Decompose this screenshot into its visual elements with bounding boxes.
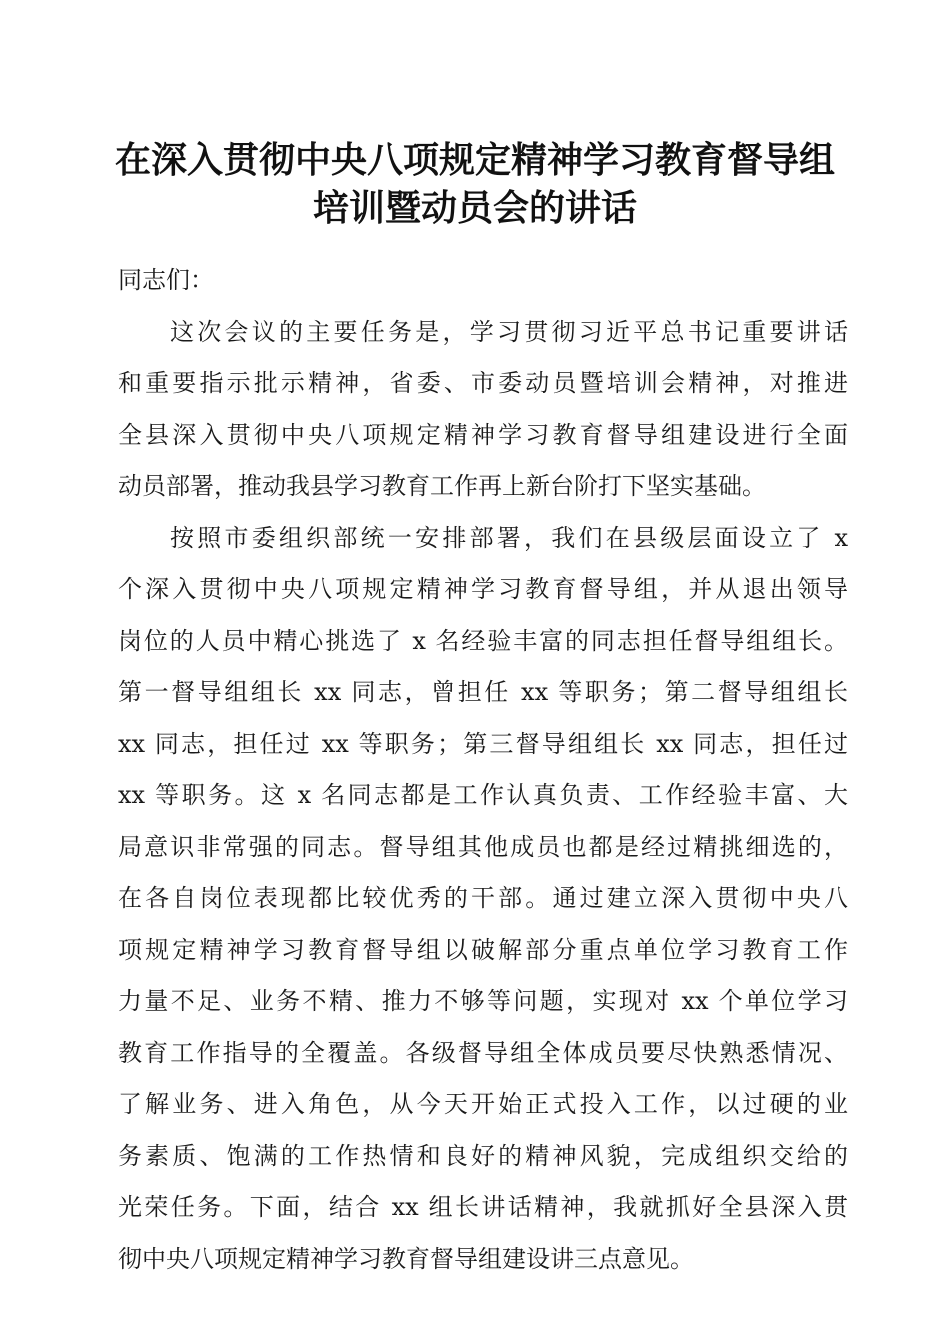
paragraph-2-line: 彻中央八项规定精神学习教育督导组建设讲三点意见。: [118, 1244, 694, 1273]
paragraph-2-line: 岗位的人员中精心挑选了 x 名经验丰富的同志担任督导组组长。: [118, 626, 848, 655]
paragraph-1-line: 这次会议的主要任务是，学习贯彻习近平总书记重要讲话: [170, 317, 848, 346]
salutation: 同志们：: [118, 266, 214, 294]
paragraph-2-line: 教育工作指导的全覆盖。各级督导组全体成员要尽快熟悉情况、: [118, 1038, 848, 1067]
paragraph-1-line: 和重要指示批示精神，省委、市委动员暨培训会精神，对推进: [118, 369, 848, 397]
paragraph-2-line: xx 等职务。这 x 名同志都是工作认真负责、工作经验丰富、大: [118, 781, 848, 809]
paragraph-2-line: 光荣任务。下面，结合 xx 组长讲话精神，我就抓好全县深入贯: [118, 1193, 848, 1221]
document-title-line-2: 培训暨动员会的讲话: [312, 187, 637, 229]
paragraph-2-line: 了解业务、进入角色，从今天开始正式投入工作，以过硬的业: [118, 1090, 848, 1118]
document-body: [118, 255, 848, 1285]
paragraph-1-line: 全县深入贯彻中央八项规定精神学习教育督导组建设进行全面: [118, 420, 848, 449]
paragraph-2-line: 务素质、饱满的工作热情和良好的精神风貌，完成组织交给的: [118, 1141, 848, 1170]
paragraph-2-line: 局意识非常强的同志。督导组其他成员也都是经过精挑细选的，: [118, 832, 848, 861]
paragraph-2-line: 在各自岗位表现都比较优秀的干部。通过建立深入贯彻中央八: [118, 884, 848, 912]
paragraph-1-line: 动员部署，推动我县学习教育工作再上新台阶打下坚实基础。: [118, 472, 766, 500]
paragraph-2-line: 个深入贯彻中央八项规定精神学习教育督导组，并从退出领导: [118, 575, 848, 603]
paragraph-2-line: 第一督导组组长 xx 同志，曾担任 xx 等职务；第二督导组组长: [118, 678, 848, 706]
document-title-line-1: 在深入贯彻中央八项规定精神学习教育督导组: [114, 139, 835, 181]
paragraph-2-line: 力量不足、业务不精、推力不够等问题，实现对 xx 个单位学习: [118, 987, 848, 1015]
paragraph-2-line: 项规定精神学习教育督导组以破解部分重点单位学习教育工作: [118, 935, 848, 964]
paragraph-2-line: 按照市委组织部统一安排部署，我们在县级层面设立了 x: [170, 523, 848, 552]
paragraph-2-line: xx 同志，担任过 xx 等职务；第三督导组组长 xx 同志，担任过: [118, 729, 848, 758]
